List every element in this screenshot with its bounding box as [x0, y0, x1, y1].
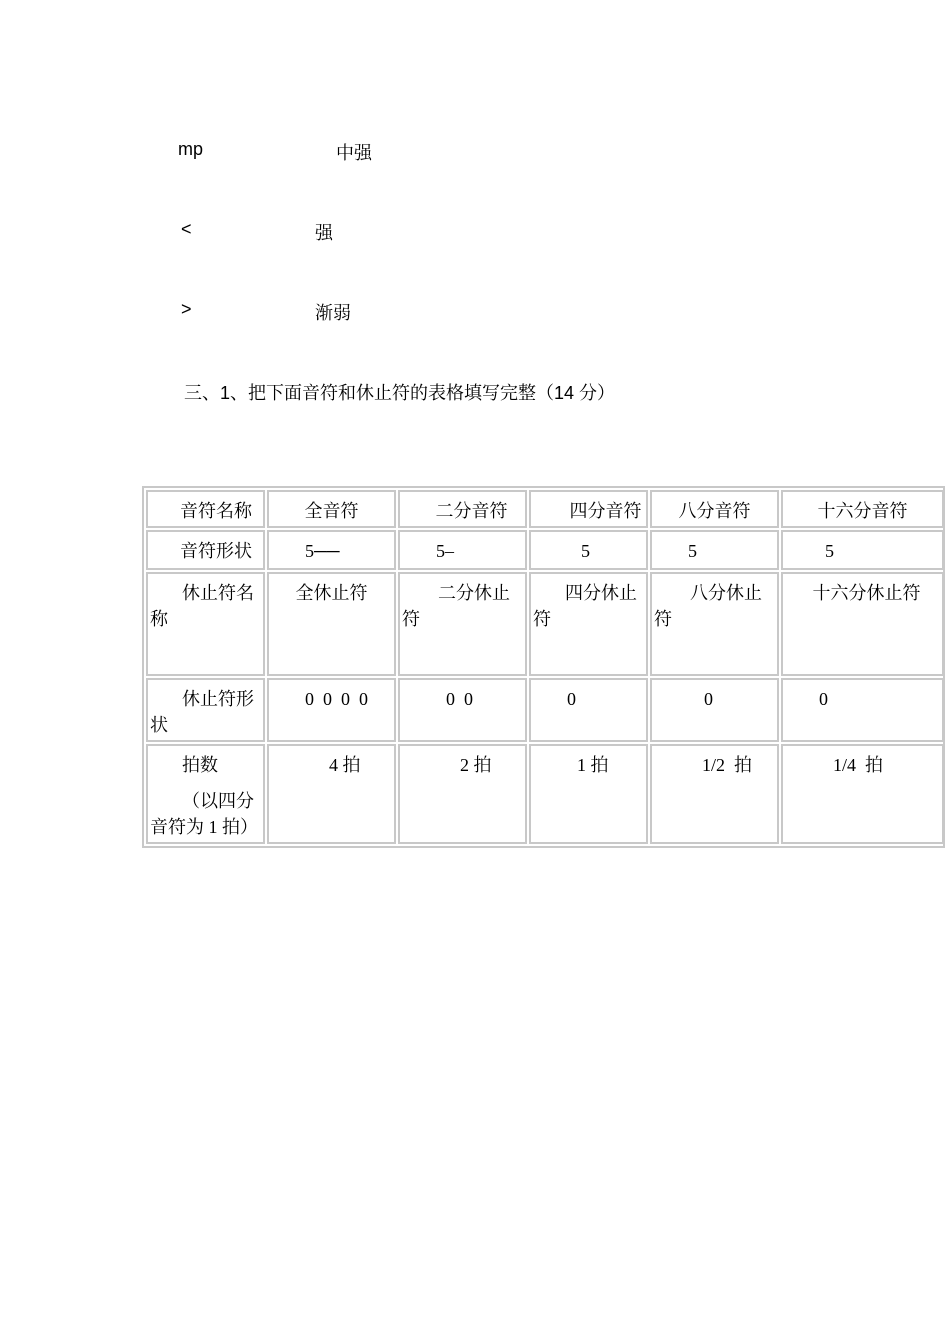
- dynamic-meaning-mp: 中强: [336, 143, 372, 163]
- dynamic-symbol-crescendo: <: [181, 219, 192, 239]
- table-cell: 八分休止符: [650, 572, 779, 676]
- table-row-rest-name: [146, 572, 944, 676]
- table-cell: 0: [529, 678, 648, 742]
- dynamic-symbol-decrescendo: >: [181, 299, 192, 319]
- table-cell: 十六分音符: [781, 490, 944, 528]
- note-rest-table: [142, 486, 945, 848]
- table-cell: 5: [781, 530, 944, 570]
- table-cell: 1 拍: [529, 744, 648, 844]
- table-cell: 四分休止符: [529, 572, 648, 676]
- table-row-note-shape: [146, 530, 944, 570]
- table-cell: 二分休止符: [398, 572, 527, 676]
- table-cell: 0 0: [398, 678, 527, 742]
- table-cell: 全休止符: [267, 572, 396, 676]
- beats-label: 拍数: [182, 755, 218, 775]
- row-header-rest-name: 休止符名称: [146, 572, 265, 676]
- table-cell: 0: [781, 678, 944, 742]
- table-cell: 0 0 0 0: [267, 678, 396, 742]
- table-cell: 4 拍: [267, 744, 396, 844]
- table-cell: 5: [529, 530, 648, 570]
- table-cell: 0: [650, 678, 779, 742]
- row-header-rest-shape: 休止符形状: [146, 678, 265, 742]
- dynamic-meaning-crescendo: 强: [315, 223, 333, 243]
- table-cell: 十六分休止符: [781, 572, 944, 676]
- table-cell: 5–: [398, 530, 527, 570]
- table-row-beats: [146, 744, 944, 844]
- table-cell: 1/4 拍: [781, 744, 944, 844]
- dynamic-symbol-mp: mp: [178, 139, 204, 159]
- table-row-rest-shape: [146, 678, 944, 742]
- table-cell: 1/2 拍: [650, 744, 779, 844]
- beats-note: （以四分音符为 1 拍）: [150, 791, 258, 837]
- table-row-note-name: [146, 490, 944, 528]
- row-header-note-shape: 音符形状: [146, 530, 265, 570]
- table-cell: 二分音符: [398, 490, 527, 528]
- table-cell: 5──: [267, 530, 396, 570]
- section-heading: 三、1、把下面音符和休止符的表格填写完整（14 分）: [184, 383, 616, 403]
- table-cell: 全音符: [267, 490, 396, 528]
- table-cell: 四分音符: [529, 490, 648, 528]
- table-cell: 八分音符: [650, 490, 779, 528]
- row-header-beats: [146, 744, 265, 844]
- dynamic-meaning-decrescendo: 渐弱: [315, 303, 351, 323]
- row-header-note-name: 音符名称: [146, 490, 265, 528]
- table-cell: 2 拍: [398, 744, 527, 844]
- table-cell: 5: [650, 530, 779, 570]
